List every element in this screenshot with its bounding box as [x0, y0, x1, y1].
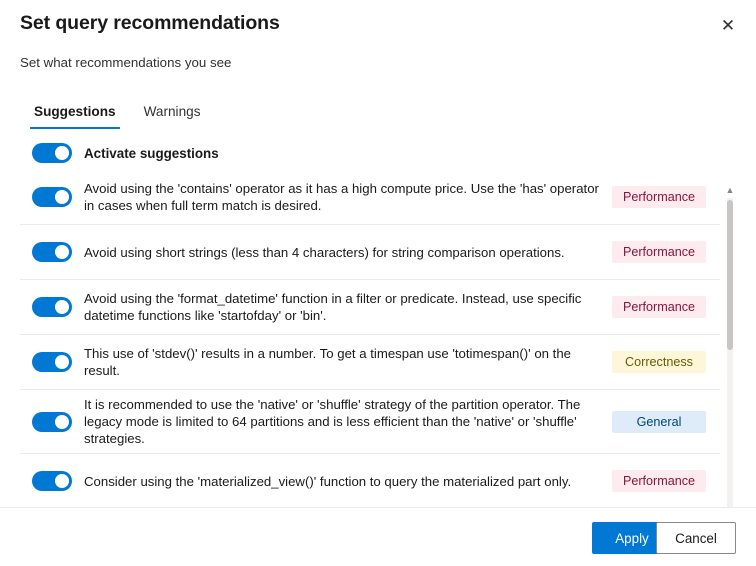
status-badge: Performance	[612, 186, 706, 208]
status-badge: Correctness	[612, 351, 706, 373]
scrollbar-thumb[interactable]	[727, 200, 733, 350]
activate-suggestions-label: Activate suggestions	[84, 145, 219, 161]
recommendation-toggle[interactable]	[32, 412, 72, 432]
tab-suggestions[interactable]: Suggestions	[20, 98, 130, 129]
list-item	[20, 170, 720, 225]
list-item	[20, 280, 720, 335]
recommendation-toggle[interactable]	[32, 187, 72, 207]
recommendation-text: Avoid using the 'contains' operator as it has a high compute price. Use the 'has' operator in cases when full term match is desired.	[84, 181, 599, 213]
recommendation-toggle[interactable]	[32, 471, 72, 491]
toggle-knob	[55, 355, 69, 369]
chevron-up-icon[interactable]: ▲	[725, 185, 735, 195]
toggle-knob	[55, 474, 69, 488]
toggle-knob	[55, 245, 69, 259]
cancel-button[interactable]: Cancel	[656, 522, 736, 554]
status-badge: Performance	[612, 470, 706, 492]
status-badge: Performance	[612, 296, 706, 318]
tab-warnings[interactable]: Warnings	[130, 98, 215, 129]
recommendation-text: It is recommended to use the 'native' or 'shuffle' strategy of the partition operator. The legacy mode is limited to 64 partitions and is less efficient than the 'native' or 'shuffle' strategies.	[84, 397, 581, 446]
toggle-knob	[55, 415, 69, 429]
tab-list	[20, 98, 215, 129]
status-badge: General	[612, 411, 706, 433]
recommendation-text: Avoid using the 'format_datetime' function in a filter or predicate. Instead, use specific datetime functions like 'startofday' or 'bin'.	[84, 291, 582, 323]
toggle-knob	[55, 146, 69, 160]
dialog-subtitle: Set what recommendations you see	[20, 55, 232, 70]
apply-button[interactable]: Apply	[592, 522, 672, 554]
page-title: Set query recommendations	[20, 12, 280, 34]
close-icon[interactable]: ✕	[712, 10, 744, 42]
recommendation-toggle[interactable]	[32, 297, 72, 317]
toggle-knob	[55, 300, 69, 314]
scrollbar[interactable]	[724, 184, 736, 522]
list-item	[20, 225, 720, 280]
recommendation-text: Consider using the 'materialized_view()' function to query the materialized part only.	[84, 473, 572, 489]
toggle-knob	[55, 190, 69, 204]
recommendations-list	[20, 170, 720, 509]
recommendations-panel	[20, 136, 736, 508]
recommendation-toggle[interactable]	[32, 242, 72, 262]
recommendation-text: Avoid using short strings (less than 4 characters) for string comparison operations.	[84, 244, 565, 260]
list-item	[20, 335, 720, 390]
recommendation-toggle[interactable]	[32, 352, 72, 372]
status-badge: Performance	[612, 241, 706, 263]
dialog-footer	[0, 507, 756, 566]
list-item	[20, 390, 720, 454]
recommendations-scroll-area	[20, 170, 736, 508]
recommendation-text: This use of 'stdev()' results in a number. To get a timespan use 'totimespan()' on the result.	[84, 346, 572, 378]
activate-suggestions-row	[20, 136, 736, 170]
activate-suggestions-toggle[interactable]	[32, 143, 72, 163]
list-item	[20, 454, 720, 509]
